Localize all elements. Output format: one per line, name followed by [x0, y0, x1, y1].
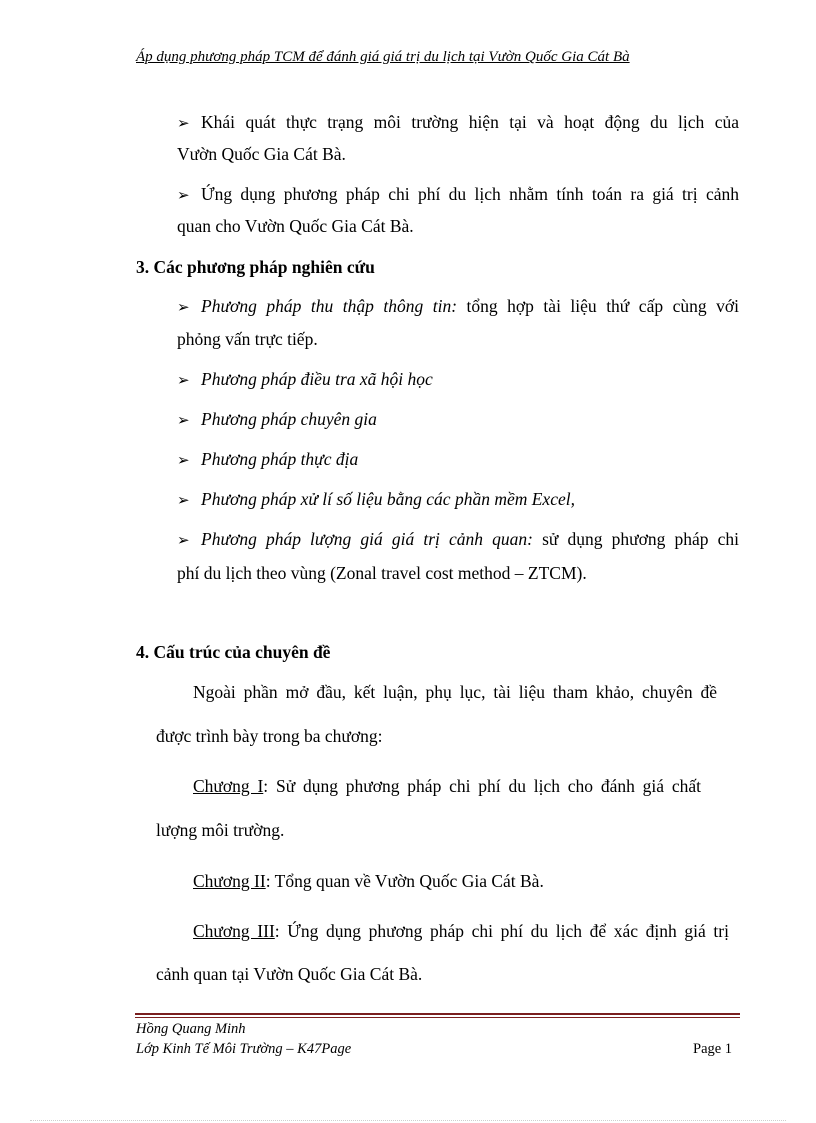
bullet-arrow-icon: ➢ — [177, 413, 190, 429]
chapter-2-label: Chương II — [193, 871, 266, 891]
bullet-arrow-icon: ➢ — [177, 493, 190, 509]
chapter-3-line1: Chương III: Ứng dụng phương pháp chi phí du lịch để xác định giá trị — [193, 921, 729, 941]
objective-1-line1: ➢ Khái quát thực trạng môi trường hiện tại và hoạt động du lịch của — [177, 112, 739, 132]
objective-2-line1: ➢ Ứng dụng phương pháp chi phí du lịch nhằm tính toán ra giá trị cảnh — [177, 184, 739, 204]
chapter-2-line: Chương II: Tổng quan về Vườn Quốc Gia Cát Bà. — [193, 871, 544, 891]
method-6-line1: ➢ Phương pháp lượng giá giá trị cảnh quan: sử dụng phương pháp chi — [177, 529, 739, 549]
method-3: ➢ Phương pháp chuyên gia — [177, 409, 377, 429]
bullet-arrow-icon: ➢ — [177, 188, 190, 204]
page-header-title: Áp dụng phương pháp TCM để đánh giá giá trị du lịch tại Vườn Quốc Gia Cát Bà — [136, 49, 630, 65]
method-1-line2: phỏng vấn trực tiếp. — [177, 329, 318, 349]
chapter-1-line1: Chương I: Sử dụng phương pháp chi phí du lịch cho đánh giá chất — [193, 776, 701, 796]
objective-2-line2: quan cho Vườn Quốc Gia Cát Bà. — [177, 216, 414, 236]
chapter-3-line2: cảnh quan tại Vườn Quốc Gia Cát Bà. — [156, 964, 423, 984]
footer-class: Lớp Kinh Tế Môi Trường – K47Page — [136, 1041, 352, 1057]
footer-rule-thin — [135, 1017, 740, 1018]
chapter-3-label: Chương III — [193, 921, 275, 941]
footer-author: Hồng Quang Minh — [136, 1021, 246, 1037]
footer-rule-thick — [135, 1013, 740, 1015]
bullet-arrow-icon: ➢ — [177, 373, 190, 389]
footer-page-number: Page 1 — [693, 1041, 733, 1057]
bullet-arrow-icon: ➢ — [177, 453, 190, 469]
structure-intro-line1: Ngoài phần mở đầu, kết luận, phụ lục, tài liệu tham khảo, chuyên đề — [193, 682, 717, 702]
method-5: ➢ Phương pháp xử lí số liệu bằng các phần mềm Excel, — [177, 489, 575, 509]
section-3-heading: 3. Các phương pháp nghiên cứu — [136, 257, 375, 277]
bullet-arrow-icon: ➢ — [177, 116, 190, 132]
bullet-arrow-icon: ➢ — [177, 533, 190, 549]
method-1-line1: ➢ Phương pháp thu thập thông tin: tổng hợp tài liệu thứ cấp cùng với — [177, 296, 739, 316]
method-4: ➢ Phương pháp thực địa — [177, 449, 359, 469]
chapter-1-line2: lượng môi trường. — [156, 820, 285, 840]
method-6-line2: phí du lịch theo vùng (Zonal travel cost method – ZTCM). — [177, 563, 587, 583]
objective-1-line2: Vườn Quốc Gia Cát Bà. — [177, 144, 346, 164]
chapter-1-label: Chương I — [193, 776, 264, 796]
structure-intro-line2: được trình bày trong ba chương: — [156, 726, 383, 746]
method-2: ➢ Phương pháp điều tra xã hội học — [177, 369, 433, 389]
page-bottom-divider — [30, 1120, 786, 1121]
bullet-arrow-icon: ➢ — [177, 300, 190, 316]
section-4-heading: 4. Cấu trúc của chuyên đề — [136, 642, 331, 662]
